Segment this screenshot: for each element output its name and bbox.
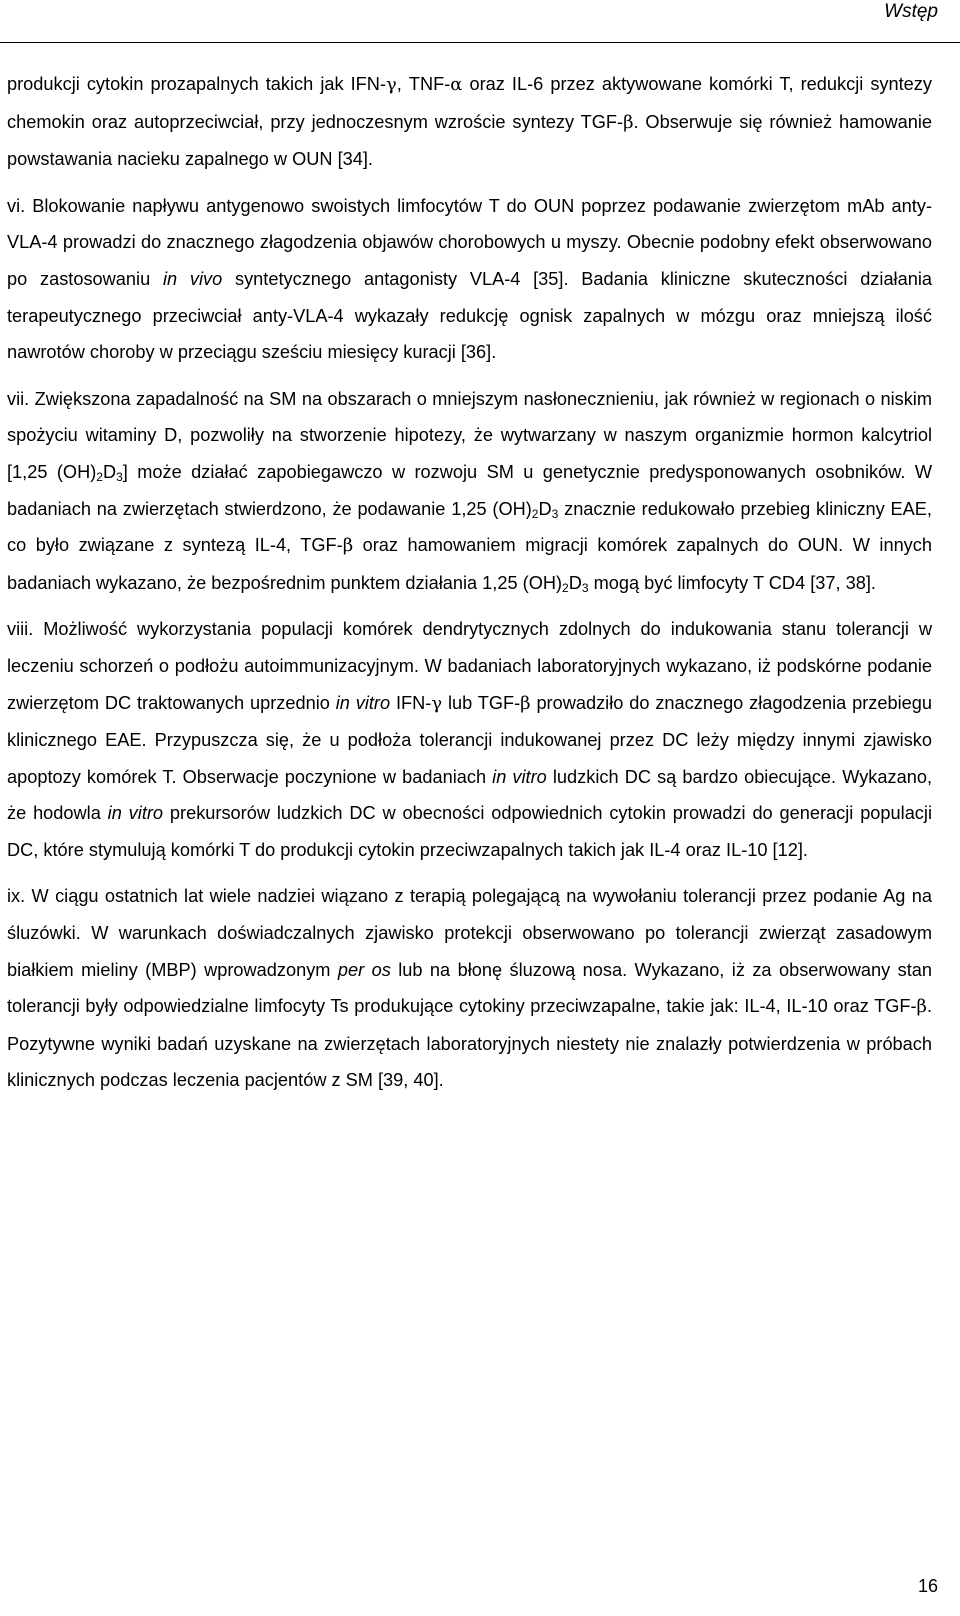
greek-gamma: γ — [431, 692, 443, 714]
text-run: . Obserwuje się również hamowanie powstawania nacieku zapalnego w OUN [34]. — [7, 111, 933, 170]
paragraph-vii — [7, 381, 932, 602]
text-run: , TNF- — [396, 74, 451, 94]
text-run: syntetycznego antagonisty VLA-4 [35]. Badania kliniczne skuteczności działania terapeutycznego przeciwciał anty-VLA-4 wykazały redukcję ognisk zapalnych w mózgu oraz mniejszą ilość nawrotów choroby w przeciągu sześciu miesięcy kuracji [36]. — [7, 268, 932, 363]
text-run: produkcji cytokin prozapalnych takich jak IFN- — [7, 74, 386, 94]
text-run: ludzkich DC są bardzo obiecujące. Wykazano, że hodowla — [7, 766, 932, 824]
subscript: 3 — [116, 469, 123, 484]
greek-gamma: γ — [385, 74, 397, 95]
text-run: znacznie redukowało przebieg kliniczny EAE, co było związane z syntezą IL-4, TGF- — [7, 498, 932, 556]
text-run: oraz hamowaniem migracji komórek zapalnych do OUN. W innych badaniach wykazano, że bezpośrednim punktem działania 1,25 (OH) — [7, 535, 932, 593]
text-run: vii. Zwiększona zapadalność na SM na obszarach o mniejszym nasłonecznieniu, jak również w regionach o niskim spożyciu witaminy D, pozwoliły na stworzenie hipotezy, że wytwarzany w naszym organizmie hormon kalcytriol [1,25 (OH) — [7, 388, 932, 482]
header-rule — [0, 42, 960, 43]
paragraph-vi — [7, 188, 932, 371]
text-run: prekursorów ludzkich DC w obecności odpowiednich cytokin prowadzi do generacji populacji DC, które stymulują komórki T do produkcji cytokin przeciwzapalnych takich jak IL-4 oraz IL-10 [12]. — [7, 803, 932, 860]
text-run: vi. Blokowanie napływu antygenowo swoistych limfocytów T do OUN poprzez podawanie zwierzętom mAb anty-VLA-4 prowadzi do znacznego złagodzenia objawów chorobowych u myszy. Obecnie podobny efekt obserwowano po zastosowaniu — [7, 195, 932, 289]
text-run: . Pozytywne wyniki badań uzyskane na zwierzętach laboratoryjnych niestety nie znalazły potwierdzenia w próbach klinicznych podczas leczenia pacjentów z SM [39, 40]. — [7, 996, 932, 1091]
text-run: mogą być limfocyty T CD4 [37, 38]. — [588, 572, 876, 593]
italic-term: in vitro — [107, 803, 164, 824]
italic-term: in vitro — [335, 692, 391, 713]
greek-beta: β — [342, 535, 354, 557]
text-run: ix. W ciągu ostatnich lat wiele nadziei wiązano z terapią polegającą na wywołaniu tolerancji przez podanie Ag na śluzówki. W warunkach doświadczalnych zjawisko protekcji obserwowano po tolerancji zwierząt zasadowym białkiem mieliny (MBP) wprowadzonym — [7, 886, 932, 980]
subscript: 2 — [531, 506, 539, 521]
greek-beta: β — [623, 111, 634, 133]
italic-term: in vitro — [492, 766, 547, 787]
italic-term: per os — [337, 959, 391, 980]
text-run: D — [538, 498, 552, 519]
subscript: 3 — [581, 580, 589, 595]
text-run: IFN- — [390, 692, 432, 713]
text-run: oraz IL-6 przez aktywowane komórki T, redukcji syntezy chemokin oraz autoprzeciwciał, przy jednoczesnym wzroście syntezy TGF- — [7, 74, 932, 132]
subscript: 3 — [551, 506, 559, 521]
text-run: prowadziło do znacznego złagodzenia przebiegu klinicznego EAE. Przypuszcza się, że u podłoża tolerancji indukowanej przez DC leży między innymi zjawisko apoptozy komórek T. Obserwacje poczynione w badaniach — [7, 692, 932, 787]
page-number: 16 — [917, 1576, 938, 1596]
paragraph-ix — [7, 878, 932, 1099]
text-run: D — [568, 572, 582, 593]
text-run: lub na błonę śluzową nosa. Wykazano, iż za obserwowany stan tolerancji były odpowiedzialne limfocyty Ts produkujące cytokiny przeciwzapalne, takie jak: IL-4, IL-10 oraz TGF- — [7, 959, 932, 1017]
body-text — [7, 66, 932, 1099]
paragraph-cytokines — [7, 66, 932, 178]
text-run: ] może działać zapobiegawczo w rozwoju SM u genetycznie predysponowanych osobników. W badaniach na zwierzętach stwierdzono, że podawanie 1,25 (OH) — [7, 461, 932, 519]
subscript: 2 — [562, 580, 569, 595]
paragraph-viii — [7, 611, 932, 868]
greek-beta: β — [916, 996, 927, 1018]
greek-beta: β — [520, 692, 531, 714]
text-run: viii. Możliwość wykorzystania populacji komórek dendrytycznych zdolnych do indukowania stanu tolerancji w leczeniu schorzeń o podłożu autoimmunizacyjnym. W badaniach laboratoryjnych wykazano, iż podskórne podanie zwierzętom DC traktowanych uprzednio — [7, 619, 932, 713]
text-run: D — [102, 461, 117, 482]
text-run: lub TGF- — [442, 692, 521, 713]
greek-alpha: α — [450, 74, 463, 95]
subscript: 2 — [96, 469, 103, 484]
italic-term: in vivo — [162, 268, 223, 289]
running-header: Wstęp — [884, 1, 938, 22]
